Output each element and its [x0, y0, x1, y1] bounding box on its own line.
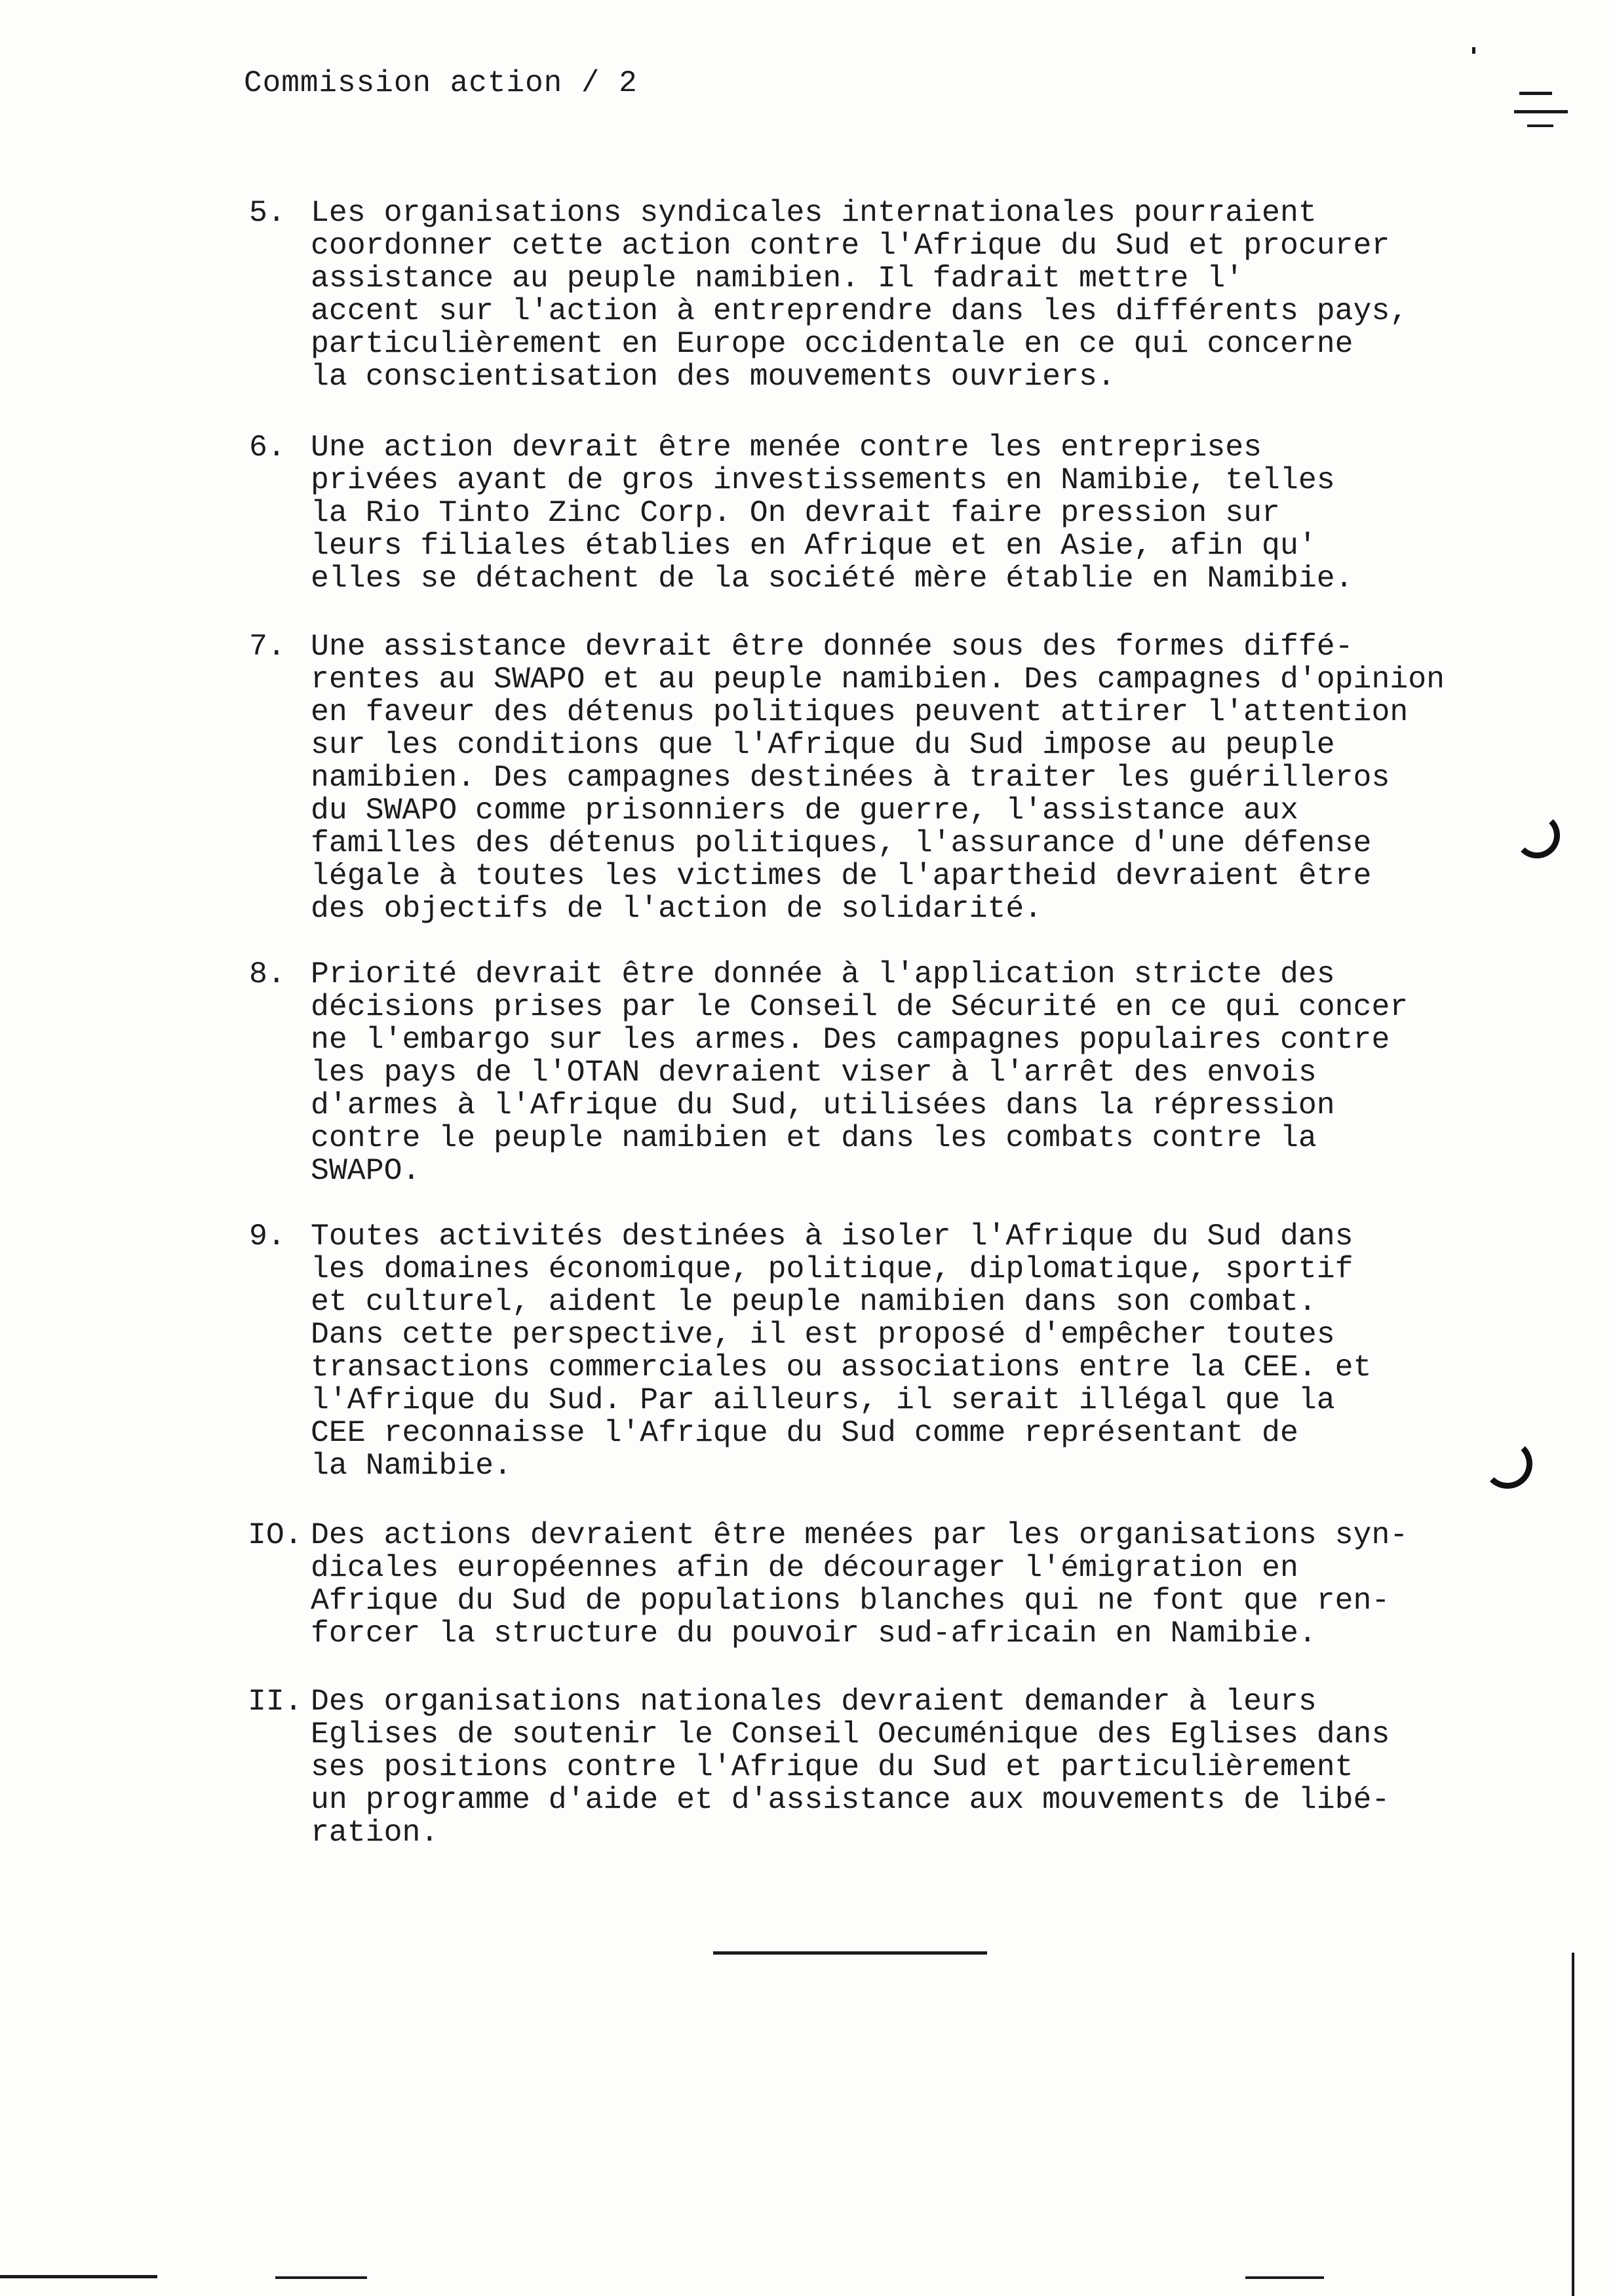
scan-edge-mark — [1245, 2276, 1324, 2279]
paragraph-line: sur les conditions que l'Afrique du Sud impose au peuple — [311, 727, 1335, 762]
paragraph-6 — [249, 431, 1534, 595]
paragraph-line: Une assistance devrait être donnée sous des formes diffé- — [311, 629, 1353, 664]
paragraph-line: contre le peuple namibien et dans les combats contre la — [311, 1120, 1317, 1155]
paragraph-number: II. — [248, 1684, 303, 1719]
paragraph-line: d'armes à l'Afrique du Sud, utilisées dans la répression — [311, 1088, 1335, 1122]
paragraph-line: Eglises de soutenir le Conseil Oecuménique des Eglises dans — [311, 1717, 1390, 1751]
closing-rule — [713, 1951, 987, 1955]
paragraph-line: forcer la structure du pouvoir sud-africain en Namibie. — [311, 1616, 1317, 1651]
paragraph-line: Des actions devraient être menées par les organisations syn- — [311, 1518, 1409, 1552]
paragraph-line: la Rio Tinto Zinc Corp. On devrait faire pression sur — [311, 495, 1280, 530]
paragraph-line: ration. — [311, 1815, 439, 1850]
paragraph-line: dicales européennes afin de décourager l'émigration en — [311, 1550, 1298, 1585]
paragraph-line: et culturel, aident le peuple namibien dans son combat. — [311, 1284, 1317, 1319]
paragraph-line: Afrique du Sud de populations blanches qui ne font que ren- — [311, 1583, 1390, 1618]
paragraph-11 — [249, 1685, 1534, 1849]
paragraph-line: décisions prises par le Conseil de Sécurité en ce qui concer — [311, 989, 1409, 1024]
paragraph-line: la Namibie. — [311, 1448, 512, 1483]
paragraph-line: transactions commerciales ou associations entre la CEE. et — [311, 1350, 1372, 1385]
paragraph-9 — [249, 1220, 1534, 1482]
paragraph-8 — [249, 958, 1534, 1187]
paragraph-number: IO. — [248, 1518, 303, 1552]
paragraph-line: Toutes activités destinées à isoler l'Afrique du Sud dans — [311, 1219, 1353, 1253]
paragraph-5 — [249, 197, 1534, 393]
paragraph-number: 8. — [249, 957, 286, 991]
paragraph-line: rentes au SWAPO et au peuple namibien. Des campagnes d'opinion — [311, 662, 1445, 697]
paragraph-line: ses positions contre l'Afrique du Sud et particulièrement — [311, 1750, 1353, 1784]
paragraph-line: assistance au peuple namibien. Il fadrait mettre l' — [311, 261, 1244, 296]
paragraph-line: accent sur l'action à entreprendre dans les différents pays, — [311, 294, 1409, 328]
paragraph-line: les pays de l'OTAN devraient viser à l'arrêt des envois — [311, 1055, 1317, 1090]
paragraph-line: les domaines économique, politique, diplomatique, sportif — [311, 1252, 1353, 1286]
paragraph-10 — [249, 1519, 1534, 1650]
scan-edge-mark — [275, 2276, 367, 2279]
paragraph-line: CEE reconnaisse l'Afrique du Sud comme représentant de — [311, 1415, 1298, 1450]
paragraph-line: particulièrement en Europe occidentale en ce qui concerne — [311, 326, 1353, 361]
paragraph-line: elles se détachent de la société mère établie en Namibie. — [311, 561, 1353, 596]
paragraph-line: Une action devrait être menée contre les entreprises — [311, 430, 1262, 465]
paragraph-number: 5. — [249, 195, 286, 230]
paragraph-line: du SWAPO comme prisonniers de guerre, l'assistance aux — [311, 793, 1298, 828]
scan-mark — [1527, 124, 1553, 127]
paragraph-7 — [249, 630, 1534, 925]
scan-mark — [1472, 47, 1475, 54]
paragraph-number: 6. — [249, 430, 286, 465]
paragraph-line: privées ayant de gros investissements en Namibie, telles — [311, 463, 1335, 497]
paragraph-line: Des organisations nationales devraient demander à leurs — [311, 1684, 1317, 1719]
paragraph-line: Les organisations syndicales internationales pourraient — [311, 195, 1317, 230]
paragraph-line: un programme d'aide et d'assistance aux mouvements de libé- — [311, 1782, 1390, 1817]
paragraph-line: en faveur des détenus politiques peuvent attirer l'attention — [311, 695, 1409, 729]
scan-mark — [1514, 110, 1568, 113]
paragraph-line: leurs filiales établies en Afrique et en Asie, afin qu' — [311, 528, 1317, 563]
paragraph-line: l'Afrique du Sud. Par ailleurs, il serait illégal que la — [311, 1383, 1335, 1417]
paragraph-line: SWAPO. — [311, 1153, 421, 1188]
punch-hole-mark — [1483, 1439, 1532, 1489]
paragraph-line: Priorité devrait être donnée à l'application stricte des — [311, 957, 1335, 991]
paragraph-line: familles des détenus politiques, l'assurance d'une défense — [311, 826, 1372, 860]
scan-mark — [1519, 92, 1552, 95]
paragraph-line: légale à toutes les victimes de l'apartheid devraient être — [311, 858, 1372, 893]
paragraph-line: ne l'embargo sur les armes. Des campagnes populaires contre — [311, 1022, 1390, 1057]
scan-edge-line — [1572, 1953, 1574, 2296]
paragraph-line: namibien. Des campagnes destinées à traiter les guérilleros — [311, 760, 1390, 795]
paragraph-line: des objectifs de l'action de solidarité. — [311, 891, 1043, 926]
paragraph-line: coordonner cette action contre l'Afrique du Sud et procurer — [311, 228, 1390, 263]
scan-edge-mark — [0, 2275, 157, 2278]
paragraph-line: la conscientisation des mouvements ouvriers. — [311, 359, 1116, 394]
paragraph-number: 7. — [249, 629, 286, 664]
page-header: Commission action / 2 — [244, 66, 638, 100]
punch-hole-mark — [1514, 813, 1560, 858]
paragraph-line: Dans cette perspective, il est proposé d'empêcher toutes — [311, 1317, 1335, 1352]
paragraph-number: 9. — [249, 1219, 286, 1253]
